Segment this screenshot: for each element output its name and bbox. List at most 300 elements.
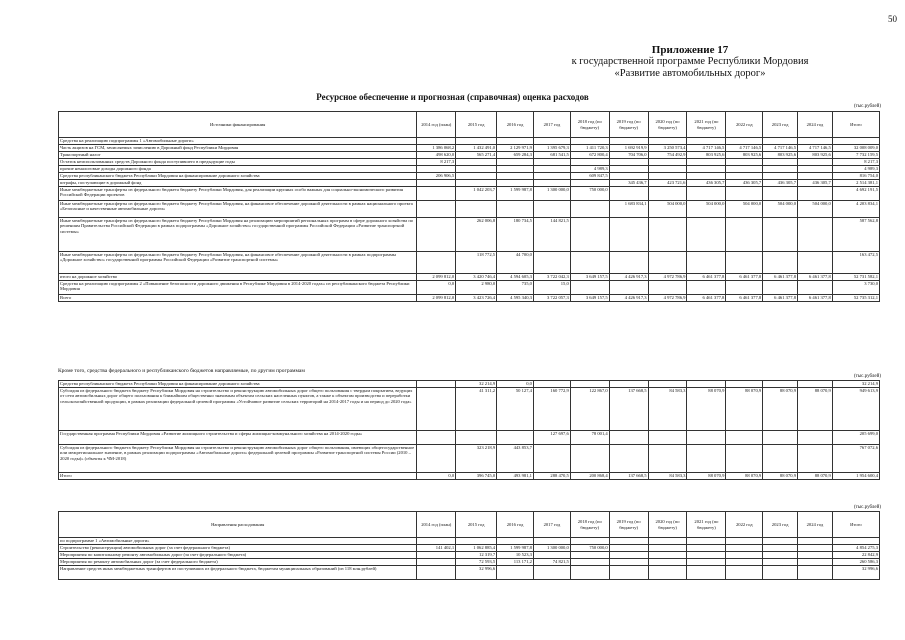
- table-cell: 88 070,9: [687, 473, 726, 480]
- table-cell: [798, 252, 833, 274]
- table-cell: [456, 180, 497, 187]
- table-cell: 122 867,0: [570, 388, 609, 431]
- table-cell: [570, 159, 609, 166]
- table-cell: [648, 159, 687, 166]
- table-cell: [648, 173, 687, 180]
- table-cell: [798, 187, 833, 201]
- table-cell: 1 954 600,4: [832, 473, 879, 480]
- column-header-year: 2019 год (по бюджету): [609, 512, 648, 538]
- table-cell: 803 925,6: [798, 152, 833, 159]
- column-header-year: 2018 год (по бюджету): [570, 112, 609, 138]
- table-cell: 44 700,0: [497, 252, 534, 274]
- table-cell: [832, 538, 879, 545]
- table-cell: [798, 218, 833, 252]
- table-cell: [533, 173, 570, 180]
- table-cell: [417, 431, 456, 445]
- table-cell: [726, 545, 763, 552]
- table-cell: 1 432 491,0: [456, 145, 497, 152]
- table-cell: 816 754,0: [832, 173, 879, 180]
- table-cell: 88 070,9: [763, 388, 798, 431]
- table-cell: 137 668,5: [609, 388, 648, 431]
- table-cell: 50 127,4: [497, 388, 534, 431]
- table-cell: 3 250 573,4: [648, 145, 687, 152]
- row-label: Строительство (реконструкция) автомобильных дорог (за счет федерального бюджета): [59, 545, 417, 552]
- table-cell: 4 717 146,5: [687, 145, 726, 152]
- table-cell: [497, 201, 534, 218]
- table-cell: 160 772,9: [533, 388, 570, 431]
- table-cell: 113 171,2: [497, 559, 534, 566]
- table-cell: 443 853,7: [497, 445, 534, 473]
- table-cell: [533, 566, 570, 580]
- table-cell: [763, 545, 798, 552]
- table-cell: [570, 381, 609, 388]
- table-cell: [726, 381, 763, 388]
- row-label: Субсидия из федерального бюджета бюджету Республики Мордовия на строительство и реконструкцию автомобильных дорог общего пользования с твердым покрытием, ведущих от сети автомобильных дорог общего пользования к ближайшим общественно значимым объектам сельских населенных пунктов, а также к объектам производства и переработки сельскохозяйственной продукции, в рамках реализации федеральной целевой программы «Устойчивое развитие сельских территорий на 2014-2017 годы и на период до 2020 года»: [59, 388, 417, 431]
- table-cell: 504 000,0: [726, 201, 763, 218]
- resources-table: [58, 111, 880, 302]
- table-cell: 8 217,3: [417, 159, 456, 166]
- table-cell: [533, 180, 570, 187]
- table-row: [59, 201, 880, 218]
- table-cell: [726, 218, 763, 252]
- table-cell: [798, 445, 833, 473]
- table-cell: 3 722 057,3: [533, 295, 570, 302]
- table-cell: 3 722 042,3: [533, 274, 570, 281]
- table-cell: [456, 201, 497, 218]
- appendix-heading: [500, 44, 880, 80]
- table-cell: 4 972 786,9: [648, 274, 687, 281]
- table-cell: 1 042 203,7: [456, 187, 497, 201]
- table-cell: [798, 173, 833, 180]
- column-header-year: Итого: [832, 112, 879, 138]
- table-cell: 6 461 377,8: [763, 274, 798, 281]
- table-cell: 127 697,6: [533, 431, 570, 445]
- table-cell: [570, 559, 609, 566]
- table-row: [59, 159, 880, 166]
- table-cell: [609, 173, 648, 180]
- table-cell: [570, 218, 609, 252]
- column-header-source: Источники финансирования: [59, 112, 417, 138]
- table-cell: [726, 445, 763, 473]
- table-cell: 4 595 340,3: [497, 295, 534, 302]
- row-label: Иные межбюджетные трансферты из федерального бюджета бюджету Республики Мордовия, для реализации крупных особо важных для социально-экономического развития Российской Федерации проектов: [59, 187, 417, 201]
- table-cell: 803 925,6: [763, 152, 798, 159]
- table-cell: [417, 218, 456, 252]
- table-row: [59, 281, 880, 295]
- table-cell: [417, 201, 456, 218]
- table-cell: 262 006,8: [456, 218, 497, 252]
- table-cell: 1 683 834,1: [609, 201, 648, 218]
- column-header-year: 2014 год (план): [417, 512, 456, 538]
- table-cell: [648, 218, 687, 252]
- table-cell: [648, 187, 687, 201]
- column-header-year: 2020 год (по бюджету): [648, 112, 687, 138]
- table-cell: 754 492,9: [648, 152, 687, 159]
- table-cell: [798, 538, 833, 545]
- table-cell: 704 706,0: [609, 152, 648, 159]
- table-cell: [648, 538, 687, 545]
- table-cell: [609, 381, 648, 388]
- table-cell: [417, 138, 456, 145]
- table-cell: [417, 252, 456, 274]
- table-cell: [648, 545, 687, 552]
- column-header-year: 2024 год: [798, 512, 833, 538]
- table-cell: 609 847,5: [570, 173, 609, 180]
- table-cell: [687, 187, 726, 201]
- row-label: Транспортный налог: [59, 152, 417, 159]
- table-cell: [798, 159, 833, 166]
- table-cell: [609, 166, 648, 173]
- table-cell: [533, 538, 570, 545]
- table-cell: 0,0: [497, 381, 534, 388]
- table-cell: [497, 159, 534, 166]
- table-cell: [763, 445, 798, 473]
- column-header-year: 2017 год: [533, 512, 570, 538]
- table-cell: 565 271,4: [456, 152, 497, 159]
- table-row: [59, 152, 880, 159]
- table-cell: 137 668,5: [609, 473, 648, 480]
- table-row: [59, 559, 880, 566]
- table-cell: [417, 381, 456, 388]
- table-cell: 4 692 191,5: [832, 187, 879, 201]
- table-cell: [570, 201, 609, 218]
- table-cell: 84 583,3: [648, 388, 687, 431]
- row-label: прочие неналоговые доходы дорожного фонда: [59, 166, 417, 173]
- table-row: [59, 431, 880, 445]
- table-cell: [648, 281, 687, 295]
- column-header-year: 2016 год: [497, 112, 534, 138]
- table-cell: [497, 566, 534, 580]
- table-cell: [609, 218, 648, 252]
- table-cell: 423 721,6: [648, 180, 687, 187]
- table-cell: [648, 445, 687, 473]
- appendix-line-1: к государственной программе Республики Мордовия: [571, 56, 809, 67]
- row-label: Часть акцизов на ГСМ, зачисляемых зачислению в Дорожный фонд Республики Мордовия: [59, 145, 417, 152]
- table-cell: 504 000,0: [687, 201, 726, 218]
- column-header-year: 2017 год: [533, 112, 570, 138]
- table-cell: [497, 431, 534, 445]
- table-cell: [687, 166, 726, 173]
- table-cell: [417, 166, 456, 173]
- table-cell: [533, 201, 570, 218]
- table-cell: 2 099 812,0: [417, 274, 456, 281]
- table-cell: 144 821,5: [533, 218, 570, 252]
- table-cell: [798, 552, 833, 559]
- table-cell: [417, 538, 456, 545]
- row-label: Иные межбюджетные трансферты из федерального бюджета бюджету Республики Мордовия, на финансовое обеспечение дорожной деятельности в рамках подпрограммы «Дорожное хозяйство» государственной программы Российской Федерации «Развитие транспортной системы»: [59, 252, 417, 274]
- table-cell: [648, 431, 687, 445]
- table-cell: [726, 552, 763, 559]
- table-cell: 2 099 812,0: [417, 295, 456, 302]
- table-cell: [570, 445, 609, 473]
- table-row: [59, 552, 880, 559]
- table-cell: 3 649 157,5: [570, 274, 609, 281]
- table-cell: [533, 252, 570, 274]
- table-cell: [648, 559, 687, 566]
- table-cell: 52 735 312,1: [832, 295, 879, 302]
- table-cell: 436 305,7: [763, 180, 798, 187]
- table-cell: [832, 138, 879, 145]
- table-cell: [687, 138, 726, 145]
- table-cell: 52 731 582,1: [832, 274, 879, 281]
- table-cell: 288 470,5: [533, 473, 570, 480]
- table-cell: 493 981,1: [497, 473, 534, 480]
- table-title: Ресурсное обеспечение и прогнозная (справочная) оценка расходов: [316, 92, 589, 102]
- table-cell: [763, 559, 798, 566]
- table-cell: [726, 252, 763, 274]
- table-row: [59, 566, 880, 580]
- table-cell: [726, 173, 763, 180]
- column-header-year: 2018 год (по бюджету): [570, 512, 609, 538]
- column-header-year: 2021 год (по бюджету): [687, 512, 726, 538]
- table-cell: [533, 159, 570, 166]
- table-cell: 4 203 834,1: [832, 201, 879, 218]
- table-cell: 323 218,9: [456, 445, 497, 473]
- table-cell: 681 541,5: [533, 152, 570, 159]
- table-row: [59, 545, 880, 552]
- row-label: штрафы, поступающие в дорожный фонд: [59, 180, 417, 187]
- table-cell: 88 070,9: [798, 473, 833, 480]
- table-cell: [497, 538, 534, 545]
- table-cell: [609, 545, 648, 552]
- table-cell: 735,0: [497, 281, 534, 295]
- table-cell: 88 070,9: [726, 388, 763, 431]
- table-cell: 436 305,7: [798, 180, 833, 187]
- table-cell: 15,0: [533, 281, 570, 295]
- table-cell: 3 423 726,4: [456, 295, 497, 302]
- table-cell: [456, 138, 497, 145]
- page-number: 50: [888, 14, 897, 24]
- table-cell: [763, 538, 798, 545]
- table-cell: [609, 431, 648, 445]
- table-cell: 659 284,3: [497, 152, 534, 159]
- column-header-year: 2021 год (по бюджету): [687, 112, 726, 138]
- table-row: [59, 473, 880, 480]
- table-cell: [798, 559, 833, 566]
- table-cell: [609, 187, 648, 201]
- column-header-year: 2019 год (по бюджету): [609, 112, 648, 138]
- table-cell: [417, 552, 456, 559]
- table-cell: 504 000,0: [798, 201, 833, 218]
- table-cell: 6 461 377,8: [726, 295, 763, 302]
- row-label: Направление средств иных межбюджетных трансфертов из поступивших из федерального бюджета, бюджетам муниципальных образований (из 118 млн.рублей): [59, 566, 417, 580]
- column-header-year: 2024 год: [798, 112, 833, 138]
- table-cell: 1 599 987,8: [497, 545, 534, 552]
- table-cell: [798, 545, 833, 552]
- row-label: итого на дорожное хозяйство: [59, 274, 417, 281]
- table-cell: [533, 552, 570, 559]
- column-header-year: 2020 год (по бюджету): [648, 512, 687, 538]
- row-label: Субсидия из федерального бюджета бюджету Республики Мордовия на строительство и реконструкцию автомобильных дорог общего пользования, имеющих общегосударственное или межрегиональное значение, в рамках реализации подпрограммы «Автомобильные дороги» федеральной целевой программы «Развитие транспортной системы России (2010 – 2020 годы)» (объекты к ЧМ-2018): [59, 445, 417, 473]
- table-cell: 0,0: [417, 473, 456, 480]
- table-cell: 206 906,5: [417, 173, 456, 180]
- table-cell: 6 461 377,8: [687, 274, 726, 281]
- table-cell: [609, 252, 648, 274]
- table-cell: 180 734,5: [497, 218, 534, 252]
- table-row: [59, 381, 880, 388]
- table-cell: 6 461 377,8: [798, 295, 833, 302]
- table-cell: [726, 566, 763, 580]
- table-cell: [798, 281, 833, 295]
- table-cell: 6 461 377,8: [798, 274, 833, 281]
- table-cell: 436 305,7: [687, 180, 726, 187]
- table-cell: [497, 166, 534, 173]
- table-cell: 32 996,6: [832, 566, 879, 580]
- table-cell: 504 000,0: [763, 201, 798, 218]
- table-cell: 2 129 971,9: [497, 145, 534, 152]
- table-cell: [570, 180, 609, 187]
- table-cell: 163 472,5: [832, 252, 879, 274]
- table-cell: [763, 166, 798, 173]
- table-cell: [497, 180, 534, 187]
- table-cell: 141 402,1: [417, 545, 456, 552]
- table-cell: [570, 252, 609, 274]
- column-header-year: 2023 год: [763, 112, 798, 138]
- row-label: Средства республиканского бюджета Республики Мордовия на финансирование дорожного хозяйства: [59, 173, 417, 180]
- column-header-year: Итого: [832, 512, 879, 538]
- table-cell: [648, 552, 687, 559]
- table-cell: 200 868,4: [570, 473, 609, 480]
- table-cell: 4 989,3: [570, 166, 609, 173]
- table-cell: 88 070,9: [726, 473, 763, 480]
- table-cell: [687, 381, 726, 388]
- table-cell: [417, 388, 456, 431]
- table-cell: 4 717 146,5: [763, 145, 798, 152]
- table-cell: 949 613,9: [832, 388, 879, 431]
- table-cell: 2 514 381,1: [832, 180, 879, 187]
- table-cell: [687, 159, 726, 166]
- table-row: [59, 252, 880, 274]
- table-cell: [648, 138, 687, 145]
- column-header-source: Направления расходования: [59, 512, 417, 538]
- table-cell: [417, 566, 456, 580]
- table-cell: [609, 281, 648, 295]
- table-cell: 3 730,0: [832, 281, 879, 295]
- table-cell: [798, 566, 833, 580]
- table-cell: [533, 166, 570, 173]
- table-cell: 88 070,9: [763, 473, 798, 480]
- table-cell: [417, 559, 456, 566]
- table-cell: [726, 538, 763, 545]
- table-cell: 12 319,7: [456, 552, 497, 559]
- table-cell: 118 772,5: [456, 252, 497, 274]
- table-cell: 4 426 917,3: [609, 295, 648, 302]
- table-row: [59, 180, 880, 187]
- table-cell: [570, 552, 609, 559]
- table-cell: 4 972 786,9: [648, 295, 687, 302]
- table-cell: [763, 431, 798, 445]
- row-label: Государственная программа Республики Мордовия «Развитие жилищного строительства и сферы жилищно-коммунального хозяйства на 2014-2020 годы»: [59, 431, 417, 445]
- table-cell: [570, 566, 609, 580]
- table-cell: 1 300 000,0: [533, 545, 570, 552]
- table-cell: 8 217,3: [832, 159, 879, 166]
- appendix-title: Приложение 17: [651, 44, 729, 56]
- table-cell: [726, 166, 763, 173]
- table-cell: [609, 538, 648, 545]
- table-cell: [417, 445, 456, 473]
- table-cell: [533, 138, 570, 145]
- appendix-line-2: «Развитие автомобильных дорог»: [614, 68, 766, 79]
- row-label: Мероприятия по капитальному ремонту автомобильных дорог (за счет федерального бюджета): [59, 552, 417, 559]
- table-cell: 2 980,0: [456, 281, 497, 295]
- table-cell: 587 562,8: [832, 218, 879, 252]
- row-label: Иные межбюджетные трансферты из федерального бюджета бюджету Республики Мордовия, на финансовое обеспечение дорожной деятельности в рамках национального проекта «Безопасные и качественные автомобильные дороги»: [59, 201, 417, 218]
- column-header-year: 2023 год: [763, 512, 798, 538]
- table-cell: [609, 445, 648, 473]
- expenditure-table: [58, 511, 880, 580]
- table-row: [59, 388, 880, 431]
- table-cell: 78 001,4: [570, 431, 609, 445]
- table-row: [59, 274, 880, 281]
- table-cell: [687, 252, 726, 274]
- table-cell: 74 821,5: [533, 559, 570, 566]
- table-cell: 260 586,3: [832, 559, 879, 566]
- table-cell: [533, 445, 570, 473]
- column-header-year: 2022 год: [726, 512, 763, 538]
- table-cell: [609, 559, 648, 566]
- table-cell: 1 395 679,3: [533, 145, 570, 152]
- table-cell: [763, 566, 798, 580]
- column-header-year: 2014 год (план): [417, 112, 456, 138]
- table-cell: [798, 166, 833, 173]
- table-row: [59, 145, 880, 152]
- row-label: Средства на реализацию подпрограммы 2 «Повышение безопасности дорожного движения в Республике Мордовия в 2014-2020 годах» из республиканского бюджета Республики Мордовия: [59, 281, 417, 295]
- table-cell: [763, 281, 798, 295]
- table-cell: [456, 538, 497, 545]
- table-cell: 88 070,9: [687, 388, 726, 431]
- table-cell: 672 800,4: [570, 152, 609, 159]
- table-cell: [763, 252, 798, 274]
- table-cell: 6 461 377,8: [726, 274, 763, 281]
- table-cell: 41 311,2: [456, 388, 497, 431]
- unit-label: (тыс.рублей): [853, 104, 881, 109]
- table-cell: [763, 381, 798, 388]
- unit-label-3: (тыс.рублей): [853, 505, 881, 510]
- row-label: Остаток неиспользованных средств Дорожного фонда поступившего в предыдущие годы: [59, 159, 417, 166]
- table-cell: [533, 381, 570, 388]
- table-row: [59, 445, 880, 473]
- table-cell: 32 214,9: [832, 381, 879, 388]
- table-cell: 504 000,0: [648, 201, 687, 218]
- table-cell: [497, 138, 534, 145]
- table-cell: 1 062 885,4: [456, 545, 497, 552]
- table-cell: [687, 552, 726, 559]
- table-cell: [726, 187, 763, 201]
- table-cell: [798, 138, 833, 145]
- row-label: Средства республиканского бюджета Республики Мордовия на финансирование дорожного хозяйства: [59, 381, 417, 388]
- table-cell: 4 989,3: [832, 166, 879, 173]
- column-header-year: 2015 год: [456, 512, 497, 538]
- table-cell: [609, 138, 648, 145]
- table-row: [59, 166, 880, 173]
- table-row: [59, 295, 880, 302]
- header-row: [59, 112, 880, 138]
- table-cell: [609, 552, 648, 559]
- table-cell: [798, 431, 833, 445]
- table-cell: 10 523,3: [497, 552, 534, 559]
- table-cell: [609, 159, 648, 166]
- table-cell: [726, 431, 763, 445]
- table-cell: [497, 173, 534, 180]
- table-cell: [456, 159, 497, 166]
- table-cell: 345 436,7: [609, 180, 648, 187]
- table-cell: 6 461 377,8: [763, 295, 798, 302]
- table-cell: 1 599 987,8: [497, 187, 534, 201]
- table-cell: 498 620,0: [417, 152, 456, 159]
- other-programs-note: Кроме того, средства федерального и республиканского бюджетов направляемые, по другим программам: [58, 368, 305, 374]
- table-cell: 4 854 275,3: [832, 545, 879, 552]
- row-label: Мероприятия по ремонту автомобильных дорог (за счет федерального бюджета): [59, 559, 417, 566]
